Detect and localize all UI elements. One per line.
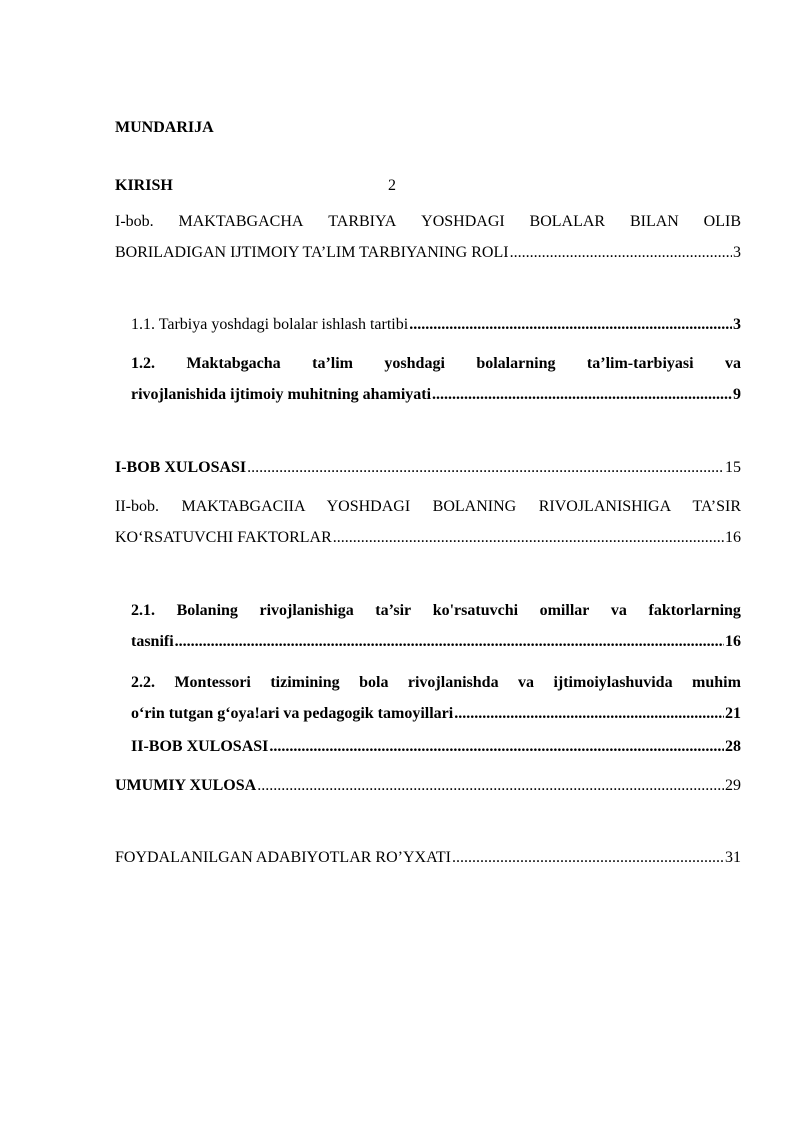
toc-word: muhim [692, 674, 741, 691]
toc-word: faktorlarning [648, 602, 741, 619]
toc-entry-page: 31 [725, 849, 741, 866]
toc-word: ko'rsatuvchi [432, 602, 519, 619]
dot-leader [409, 309, 732, 340]
toc-entry-label: I-BOB XULOSASI [115, 459, 247, 476]
toc-entry-label: KO‘RSATUVCHI FAKTORLAR [115, 529, 332, 546]
toc-entry-page: 2 [388, 177, 396, 194]
toc-word: Montessori [174, 674, 251, 691]
toc-entry-label: II-BOB XULOSASI [131, 738, 269, 755]
toc-word: 2.2. [131, 674, 155, 691]
toc-word: ta’lim-tarbiyasi [586, 355, 694, 372]
toc-word: BILAN [629, 213, 679, 230]
toc-entry-page: 3 [733, 244, 741, 261]
toc-word: Bolaning [176, 602, 238, 619]
dot-leader [452, 842, 724, 873]
toc-word: bolalarning [476, 355, 556, 372]
toc-entry-label: o‘rin tutgan g‘oya!ari va pedagogik tamoyillari [131, 705, 454, 722]
toc-word: ta’lim [312, 355, 353, 372]
toc-entry-label: BORILADIGAN IJTIMOIY TA’LIM TARBIYANING ROLI [115, 244, 509, 261]
toc-word: va [518, 674, 534, 691]
dot-leader [269, 731, 724, 762]
toc-word: rivojlanishda [407, 674, 499, 691]
dot-leader [333, 522, 724, 553]
toc-word: YOSHDAGI [421, 213, 505, 230]
toc-entry-page: 3 [733, 316, 741, 333]
toc-entry-line2 [131, 379, 741, 410]
toc-entry-label: 1.1. Tarbiya yoshdagi bolalar ishlash tartibi [131, 316, 409, 333]
toc-entry-1-1[interactable] [131, 309, 741, 340]
toc-entry-label: FOYDALANILGAN ADABIYOTLAR RO’YXATI [115, 849, 451, 866]
toc-entry-page: 21 [725, 705, 741, 722]
toc-word: 2.1. [131, 602, 155, 619]
toc-entry-1-2[interactable] [131, 348, 741, 410]
toc-word: va [610, 602, 627, 619]
toc-entry-line2 [131, 698, 741, 729]
toc-word: OLIB [703, 213, 741, 230]
toc-word: Maktabgacha [186, 355, 281, 372]
toc-entry-line1 [131, 667, 741, 698]
toc-heading: MUNDARIJA [115, 119, 214, 136]
toc-entry-line1 [115, 206, 741, 237]
dot-leader [175, 626, 724, 657]
toc-entry-label: KIRISH [115, 177, 173, 194]
toc-entry-umumiy-xulosa[interactable] [115, 770, 741, 801]
toc-entry-label: rivojlanishida ijtimoiy muhitning ahamiyati [131, 386, 432, 403]
toc-entry-label: tasnifi [131, 633, 174, 650]
toc-entry-page: 15 [725, 459, 741, 476]
toc-entry-page: 16 [725, 633, 741, 650]
toc-entry-line1 [131, 595, 741, 626]
toc-entry-2-1[interactable] [131, 595, 741, 657]
toc-entry-page: 16 [725, 529, 741, 546]
dot-leader [247, 452, 724, 483]
toc-entry-page: 29 [725, 777, 741, 794]
toc-entry-line1: II-bob. MAKTABGACIIA YOSHDAGI BOLANING RIVOJLANISHIGA TA’SIR [115, 498, 741, 515]
toc-entry-bob2[interactable] [115, 491, 741, 553]
dot-leader [432, 379, 732, 410]
toc-word: BOLALAR [529, 213, 606, 230]
toc-word: ta’sir [375, 602, 412, 619]
dot-leader [454, 698, 724, 729]
toc-entry-bob2-xulosa[interactable] [131, 731, 741, 762]
toc-word: TARBIYA [328, 213, 397, 230]
toc-word: tizimining [270, 674, 340, 691]
toc-entry-bob1-xulosa[interactable] [115, 452, 741, 483]
toc-word: va [725, 355, 741, 372]
toc-word: omillar [539, 602, 590, 619]
toc-entry-2-2[interactable] [131, 667, 741, 729]
toc-word: ijtimoiylashuvida [553, 674, 673, 691]
toc-word: 1.2. [131, 355, 155, 372]
dot-leader [257, 770, 724, 801]
toc-word: rivojlanishiga [259, 602, 354, 619]
toc-word: I-bob. [115, 213, 154, 230]
toc-entry-kirish[interactable] [115, 177, 415, 195]
toc-entry-line2 [131, 626, 741, 657]
toc-entry-line2 [115, 522, 741, 553]
dot-leader [510, 237, 732, 268]
toc-word: bola [359, 674, 389, 691]
toc-entry-page: 28 [725, 738, 741, 755]
toc-entry-line1 [131, 348, 741, 379]
toc-word: MAKTABGACHA [178, 213, 304, 230]
toc-entry-bob1[interactable] [115, 206, 741, 268]
toc-entry-line2 [115, 237, 741, 268]
toc-word: yoshdagi [384, 355, 445, 372]
toc-entry-label: UMUMIY XULOSA [115, 777, 257, 794]
toc-entry-page: 9 [733, 386, 741, 403]
toc-entry-adabiyotlar[interactable] [115, 842, 741, 873]
